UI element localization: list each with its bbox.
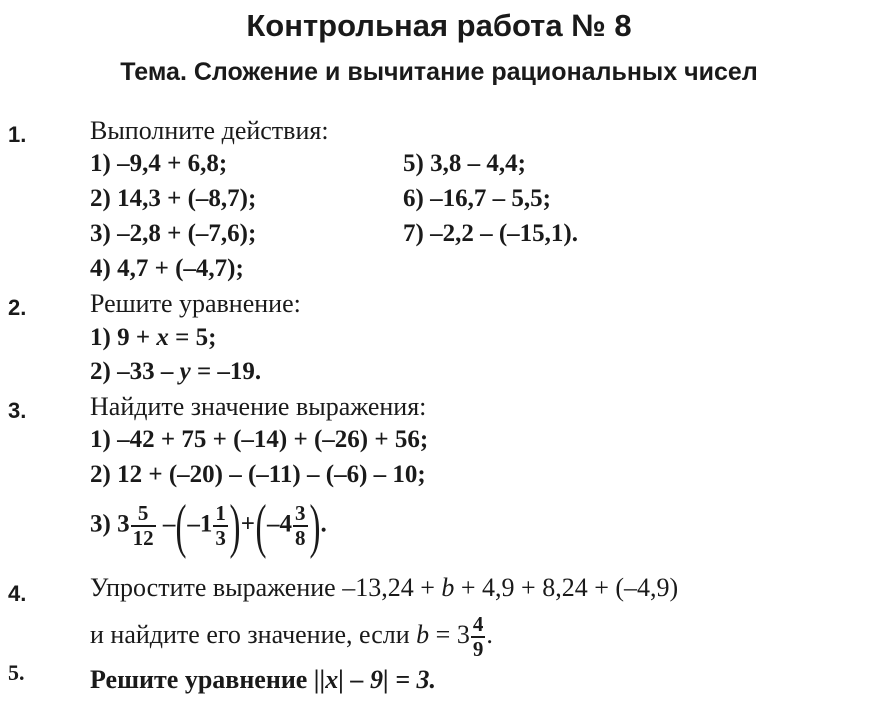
- fraction-numerator: 4: [472, 612, 484, 636]
- fraction-numerator: 1: [215, 501, 226, 525]
- mixed-whole-1: –1: [187, 510, 213, 538]
- task1-item-6: 6) –16,7 – 5,5;: [403, 185, 551, 212]
- task2-item2-prefix: 2) –33 –: [90, 358, 180, 385]
- task4-text-a: Упростите выражение –13,24 +: [90, 573, 442, 602]
- fraction-1-3: [213, 503, 228, 549]
- open-paren: (: [175, 493, 187, 559]
- task2-item1-prefix: 1) 9 +: [90, 324, 157, 351]
- variable-x: x: [156, 324, 169, 351]
- fraction-4-9: [471, 614, 486, 660]
- task4-text-b: + 4,9 + 8,24 + (–4,9): [454, 573, 679, 602]
- task2-item-2: [90, 358, 261, 386]
- fraction-5-12: [131, 503, 156, 549]
- plus-sign: +: [240, 510, 256, 538]
- task2-instruction: Решите уравнение:: [90, 289, 301, 318]
- task1-item-2: 2) 14,3 + (–8,7);: [90, 185, 257, 212]
- fraction-numerator: 5: [131, 503, 156, 527]
- task4-line-1: [90, 573, 678, 603]
- task1-item-1: 1) –9,4 + 6,8;: [90, 150, 228, 177]
- fraction-denominator: 8: [295, 526, 306, 550]
- task3-item-1: 1) –42 + 75 + (–14) + (–26) + 56;: [90, 426, 429, 453]
- task2-item-1: [90, 324, 216, 352]
- task4-line2-eq: = 3: [429, 619, 470, 649]
- task-number-2: 2.: [8, 295, 27, 320]
- task1-item-7: 7) –2,2 – (–15,1).: [403, 220, 578, 247]
- minus-sign: –: [162, 510, 176, 538]
- task-number-3: 3.: [8, 398, 27, 423]
- topic-heading: Тема. Сложение и вычитание рациональных чисел: [120, 58, 758, 86]
- close-paren: ): [229, 493, 241, 559]
- task3-instruction: Найдите значение выражения:: [90, 392, 427, 421]
- task4-line-2: [90, 614, 493, 660]
- page-title: Контрольная работа № 8: [246, 8, 632, 43]
- variable-b: b: [441, 573, 455, 602]
- task2-item1-suffix: = 5;: [168, 324, 217, 351]
- fraction-denominator: 12: [132, 526, 154, 550]
- task3-item-2: 2) 12 + (–20) – (–11) – (–6) – 10;: [90, 461, 426, 488]
- variable-b: b: [416, 619, 430, 649]
- close-paren: ): [309, 493, 321, 559]
- fraction-numerator: 3: [295, 501, 306, 525]
- open-paren: (: [255, 493, 267, 559]
- task1-instruction: Выполните действия:: [90, 116, 329, 145]
- task5-instruction: Решите уравнение: [90, 665, 314, 694]
- task5-line: [90, 665, 436, 695]
- task-number-1: 1.: [8, 122, 27, 147]
- task1-item-5: 5) 3,8 – 4,4;: [403, 150, 526, 177]
- task3-item-3: [90, 493, 327, 559]
- task3-item3-label: 3) 3: [90, 510, 130, 538]
- mixed-whole-4: –4: [267, 510, 293, 538]
- task4-line2-end: .: [486, 619, 493, 649]
- variable-y: y: [179, 358, 191, 385]
- task4-line2-text: и найдите его значение, если: [90, 619, 417, 649]
- task-number-4: 4.: [8, 581, 27, 606]
- task5-equation: ||x| – 9| = 3.: [313, 665, 437, 694]
- fraction-denominator: 3: [215, 526, 226, 550]
- task2-item2-suffix: = –19.: [190, 358, 262, 385]
- task-number-5: 5.: [8, 660, 25, 685]
- task1-item-4: 4) 4,7 + (–4,7);: [90, 255, 244, 282]
- fraction-denominator: 9: [472, 637, 484, 661]
- fraction-3-8: [293, 503, 308, 549]
- period: .: [320, 510, 327, 538]
- task1-item-3: 3) –2,8 + (–7,6);: [90, 220, 257, 247]
